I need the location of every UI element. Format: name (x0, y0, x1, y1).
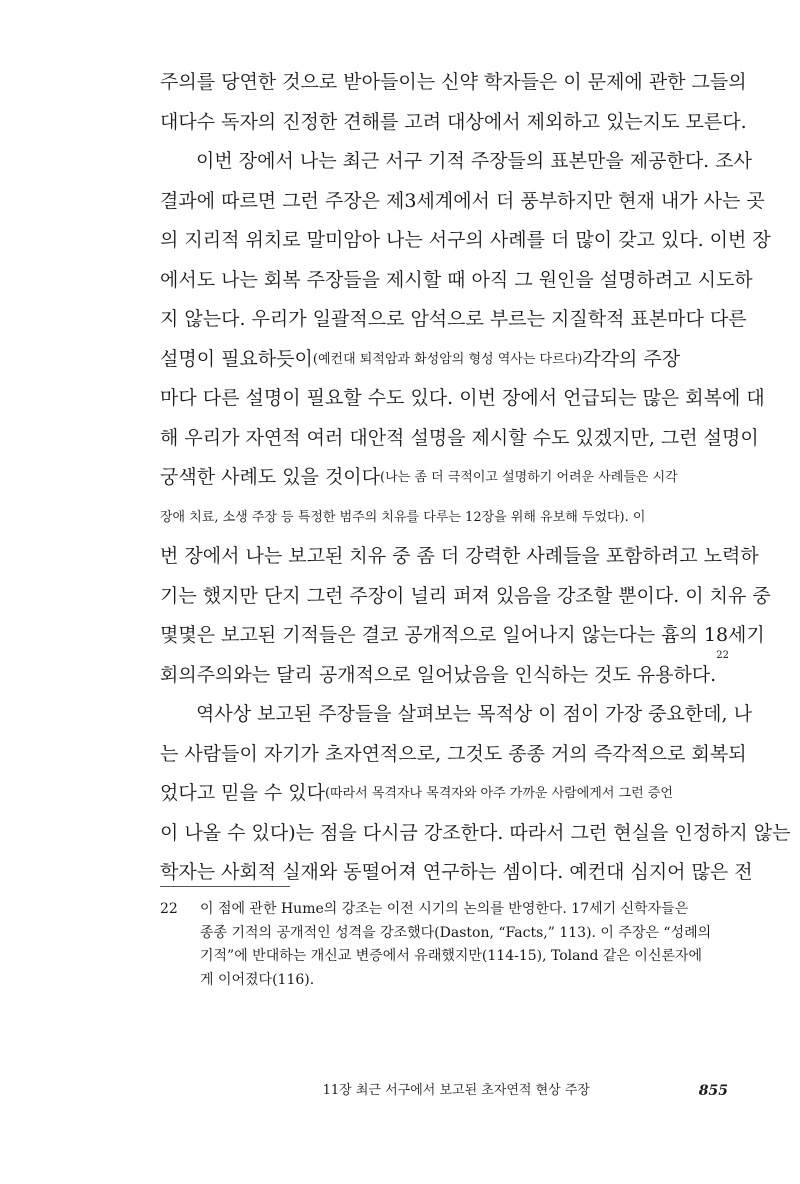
page-footer (160, 1080, 740, 1102)
text-line (160, 649, 740, 696)
text-line (160, 103, 747, 143)
line-text: 몇몇은 보고된 기적들은 결코 공개적으로 일어나지 않는다는 흄의 18세기 (160, 624, 765, 646)
footnote-divider (160, 886, 290, 887)
footnote-text: 게 이어졌다(116). (200, 971, 315, 988)
line-text: 결과에 따르면 그런 주장은 제3세계에서 더 풍부하지만 현재 내가 사는 곳 (160, 189, 765, 212)
footnote-number: 22 (160, 901, 178, 917)
line-text: 설명이 필요하듯이 (160, 347, 313, 370)
line-text: 이번 장에서 나는 최근 서구 기적 주장들의 표본만을 제공한다. 조사 (196, 150, 752, 172)
text-line (160, 814, 791, 854)
line-text: 학자는 사회적 실재와 동떨어져 연구하는 셈이다. 예컨대 심지어 많은 전 (160, 861, 753, 883)
text-line (160, 537, 759, 577)
line-text: 대다수 독자의 진정한 견해를 고려 대상에서 제외하고 있는지도 모른다. (160, 110, 747, 133)
text-line (160, 340, 740, 380)
footnote-line (200, 898, 740, 922)
text-line (160, 735, 747, 775)
footnote-line (200, 945, 740, 969)
text-line (160, 498, 740, 538)
text-line (160, 774, 740, 814)
line-text: 해 우리가 자연적 여러 대안적 설명을 제시할 수도 있겠지만, 그런 설명이 (160, 426, 759, 449)
line-text: 주의를 당연한 것으로 받아들이는 신약 학자들은 이 문제에 관한 그들의 (160, 71, 747, 93)
footnote-text: 이 점에 관한 Hume의 강조는 이전 시기의 논의를 반영한다. 17세기 신학자들은 (200, 901, 689, 917)
text-line (160, 616, 765, 656)
line-text: 역사상 보고된 주장들을 살펴보는 목적상 이 점이 가장 중요한데, 나 (196, 703, 752, 725)
line-text: 각각의 주장 (582, 347, 681, 370)
text-line (160, 300, 747, 340)
inline-aside: (따라서 목격자나 목격자와 아주 가까운 사람에게서 그런 증언 (324, 786, 673, 801)
inline-aside: 장애 치료, 소생 주장 등 특정한 범주의 치유를 다루는 12장을 위해 유보해 두었다). 이 (160, 509, 646, 525)
footnote-text: 기적”에 반대하는 개신교 변증에서 유래했지만(114-15), Toland 같은 이신론자에 (200, 948, 703, 964)
footnote-ref[interactable]: 22 (716, 649, 729, 661)
text-line (160, 419, 759, 459)
line-text: 에서도 나는 회복 주장들을 제시할 때 아직 그 원인을 설명하려고 시도하 (160, 268, 753, 291)
inline-aside: (예컨대 퇴적암과 화성암의 형성 역사는 다르다) (312, 351, 583, 367)
text-line (160, 261, 753, 301)
text-line (160, 142, 752, 182)
text-line (160, 221, 771, 261)
line-text: 기는 했지만 단지 그런 주장이 널리 퍼져 있음을 강조할 뿐이다. 이 치유 중 (160, 584, 771, 607)
inline-aside: (나는 좀 더 극적이고 설명하기 어려운 사례들은 시각 (380, 470, 678, 485)
line-text: 이 나올 수 있다)는 점을 다시금 강조한다. 따라서 그런 현실을 인정하지 않는 (160, 821, 791, 844)
text-line (160, 577, 771, 617)
footnote-line (200, 969, 740, 993)
text-line (160, 458, 740, 498)
line-text: 지 않는다. 우리가 일괄적으로 암석으로 부르는 지질학적 표본마다 다른 (160, 308, 747, 330)
footnote (160, 898, 740, 992)
line-text: 는 사람들이 자기가 초자연적으로, 그것도 종종 거의 즉각적으로 회복되 (160, 742, 747, 765)
text-line (160, 182, 765, 222)
line-text: 의 지리적 위치로 말미암아 나는 서구의 사례를 더 많이 갖고 있다. 이번 장 (160, 229, 771, 251)
text-line (160, 695, 752, 735)
line-text: 번 장에서 나는 보고된 치유 중 좀 더 강력한 사례들을 포함하려고 노력하 (160, 545, 759, 567)
footnote-text: 종종 기적의 공개적인 성격을 강조했다(Daston, “Facts,” 113). 이 주장은 “성례의 (200, 924, 712, 941)
footnote-line (200, 922, 740, 946)
running-head: 11장 최근 서구에서 보고된 초자연적 현상 주장 (322, 1083, 590, 1098)
text-line (160, 63, 747, 103)
text-line (160, 379, 765, 419)
page-number: 855 (698, 1083, 728, 1099)
footnote-body (200, 898, 740, 992)
line-text: 회의주의와는 달리 공개적으로 일어났음을 인식하는 것도 유용하다. (160, 663, 717, 686)
line-text: 었다고 믿을 수 있다 (160, 782, 325, 804)
line-text: 궁색한 사례도 있을 것이다 (160, 466, 381, 488)
body-text (160, 63, 791, 893)
line-text: 마다 다른 설명이 필요할 수도 있다. 이번 장에서 언급되는 많은 회복에 대 (160, 387, 765, 409)
